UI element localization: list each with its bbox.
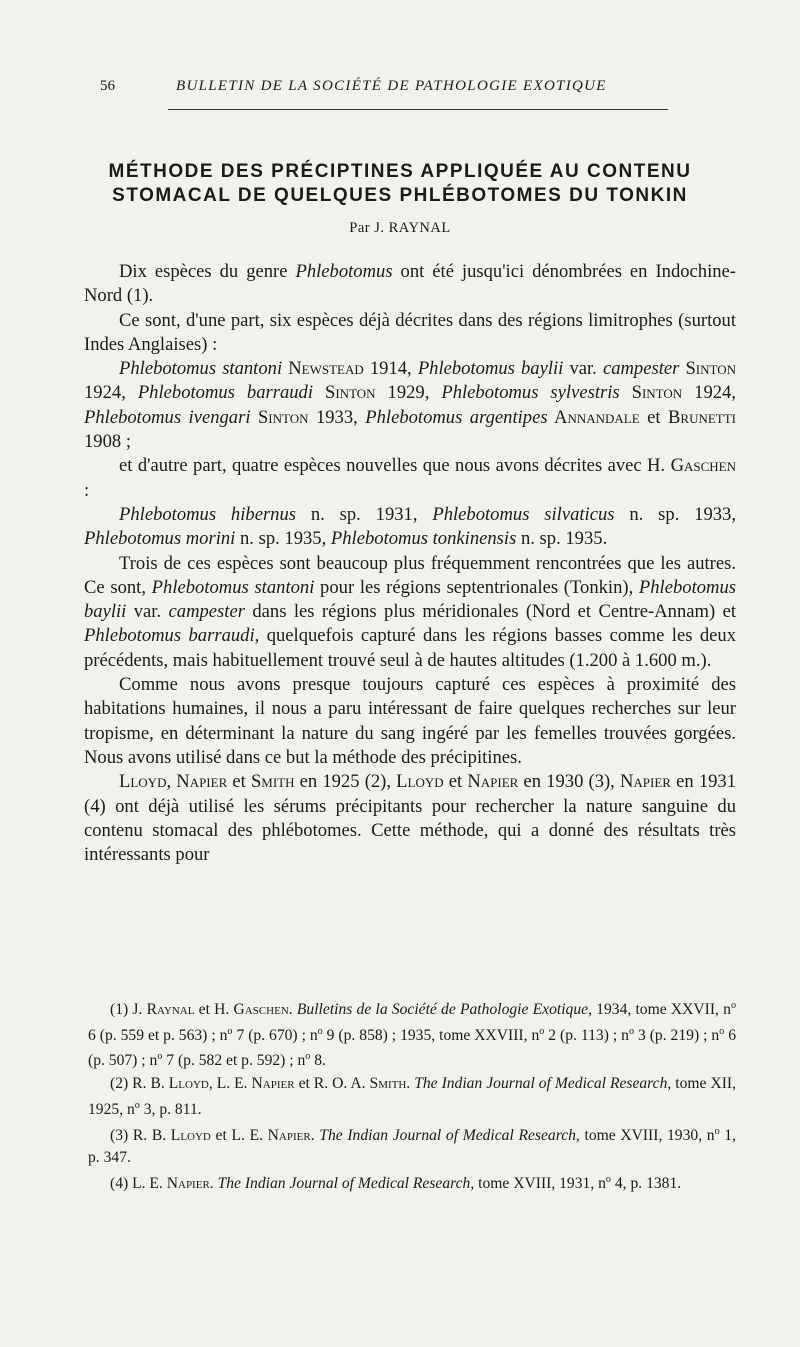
text-run: 9 (p. 858) ; 1935, tome XXVIII, n <box>322 1026 540 1044</box>
paragraph-2: Ce sont, d'une part, six espèces déjà décrites dans des régions limitrophes (surtout Indes Anglaises) : <box>84 309 736 355</box>
text-run: . <box>288 1001 297 1019</box>
author-name: Gaschen <box>670 455 736 477</box>
superscript: o <box>134 1099 140 1111</box>
text-run: 1914, <box>363 358 418 380</box>
text-run: (4) L. E. <box>110 1175 167 1193</box>
superscript: o <box>539 1025 545 1037</box>
author-name: Lloyd <box>119 771 167 793</box>
paragraph-7: Comme nous avons presque toujours capturé ces espèces à proximité des habitations humaines, il nous a paru intéressant de faire quelques recherches sur leur tropisme, en déterminant la nature du sang ingéré par les femelles trouvées gorgées. Nous avons utilisé dans ce but la méthode des précipitines. <box>84 674 736 768</box>
text-run: et R. O. A. <box>294 1075 370 1093</box>
author-name: Gaschen <box>233 1001 289 1019</box>
author-name: Raynal <box>146 1001 195 1019</box>
text-run: , tome XVIII, 1931, n <box>470 1175 606 1193</box>
text-run: , tome XII, 1925, n <box>88 1075 736 1118</box>
text-run: en 1931 (4) ont déjà utilisé les sérums précipitants pour rechercher la nature sanguine du contenu stomacal des phlébotomes. Cette méthode, qui a donné des résultats très intéressants pour <box>84 771 737 866</box>
text-run: n. sp. 1931, <box>296 503 433 525</box>
text-run: ont été jusqu'ici dénombrées en Indochine-Nord (1). <box>84 261 736 307</box>
paragraph-8 <box>84 770 736 867</box>
variety-name: campester <box>602 358 680 380</box>
byline: Par J. RAYNAL <box>349 220 451 236</box>
text-run: var. <box>563 358 603 380</box>
text-run: n. sp. 1933, <box>614 503 736 525</box>
footnote-2 <box>88 1073 736 1120</box>
journal-title: The Indian Journal of Medical Research <box>414 1075 668 1093</box>
text-run: 6 (p. 507) ; n <box>88 1026 736 1070</box>
superscript: o <box>305 1051 311 1063</box>
text-run: 1933, <box>308 406 366 428</box>
text-run: : <box>84 479 90 501</box>
page-header <box>100 78 740 104</box>
paragraph-1 <box>84 260 736 309</box>
author-name: Sinton <box>250 406 309 428</box>
text-run: 8. <box>310 1052 326 1070</box>
text-run: et d'autre part, quatre espèces nouvelles que nous avons décrites avec H. <box>119 455 671 477</box>
author-name: Napier <box>619 771 671 793</box>
author-name: Newstead <box>282 358 364 380</box>
superscript: o <box>317 1025 323 1037</box>
footnote-1 <box>88 995 736 1072</box>
superscript: o <box>730 1000 736 1011</box>
species-name: Phlebotomus sylvestris <box>441 382 620 404</box>
text-run: dans les régions plus méridionales (Nord et Centre-Annam) et <box>244 601 736 623</box>
text-run: en 1930 (3), <box>518 771 620 793</box>
superscript: o <box>714 1126 720 1138</box>
author-name: Lloyd <box>168 1075 209 1093</box>
text-run: , <box>166 771 177 793</box>
text-run: (2) R. B. <box>110 1075 169 1093</box>
author-name: Napier <box>467 771 519 793</box>
author-name: Napier <box>251 1075 295 1093</box>
text-run: , tome XVIII, 1930, n <box>575 1127 715 1145</box>
text-run: , quelquefois capturé dans les régions basses comme les deux précédents, mais habituellement trouvé seul à de hautes altitudes (1.200 à 1.600 m.). <box>84 625 736 671</box>
text-run: 1929, <box>375 382 442 404</box>
text-run: . <box>406 1075 415 1093</box>
text-run: , L. E. <box>208 1075 252 1093</box>
species-name: Phlebotomus ivengari <box>84 406 251 428</box>
author-name: Brunetti <box>668 406 737 428</box>
text-run: var. <box>126 601 169 623</box>
superscript: o <box>157 1051 163 1063</box>
header-rule <box>168 109 668 110</box>
author-name: Smith <box>250 771 295 793</box>
text-run: n. sp. 1935. <box>516 528 608 550</box>
text-run: en 1925 (2), <box>294 771 397 793</box>
author-name: Smith <box>369 1075 407 1093</box>
author-name: Annandale <box>547 406 640 428</box>
journal-title: The Indian Journal of Medical Research <box>319 1127 576 1145</box>
paragraph-4 <box>84 454 736 503</box>
text-run: et <box>639 406 668 428</box>
species-name: Phlebotomus morini <box>84 528 236 550</box>
text-run: et H. <box>194 1001 234 1019</box>
species-name: Phlebotomus stantoni <box>151 576 315 598</box>
text-run: 1924, <box>682 382 736 404</box>
paragraph-6 <box>84 552 736 673</box>
text-run: 1908 ; <box>84 431 132 453</box>
footnote-3 <box>88 1121 736 1168</box>
text-run: (3) R. B. <box>110 1127 171 1145</box>
text-run: Trois de ces espèces sont beaucoup plus fréquemment rencontrées que les autres. Ce sont, <box>84 552 736 598</box>
author-name: Lloyd <box>170 1127 211 1145</box>
text-run: , 1934, tome XXVII, n <box>588 1001 731 1019</box>
article-body <box>84 260 736 867</box>
text-run: et <box>227 771 251 793</box>
species-name: Phlebotomus stantoni <box>119 358 283 380</box>
text-run: n. sp. 1935, <box>235 528 331 550</box>
text-run: et L. E. <box>210 1127 268 1145</box>
text-run: 3, p. 811. <box>139 1100 202 1118</box>
species-name: Phlebotomus baylii <box>417 358 564 380</box>
species-name: Phlebotomus argentipes <box>365 406 548 428</box>
text-run: 1, p. 347. <box>88 1127 737 1166</box>
author-name: Napier <box>176 771 228 793</box>
text-run: 1924, <box>84 382 138 404</box>
superscript: o <box>227 1025 233 1037</box>
text-run: 3 (p. 219) ; n <box>634 1026 720 1044</box>
journal-title: The Indian Journal of Medical Research <box>217 1175 471 1193</box>
author-name: Sinton <box>313 382 376 404</box>
species-name: Phlebotomus barraudi <box>84 625 255 647</box>
author-name: Lloyd <box>396 771 444 793</box>
footnotes <box>88 995 736 1196</box>
paragraph-5 <box>84 503 736 552</box>
journal-title: Bulletins de la Société de Pathologie Exotique <box>296 1001 589 1019</box>
text-run: pour les régions septentrionales (Tonkin), <box>314 576 639 598</box>
article-title <box>60 160 740 208</box>
text-run: 6 (p. 559 et p. 563) ; n <box>88 1026 228 1044</box>
species-name: Phlebotomus tonkinensis <box>330 528 517 550</box>
text-run: 7 (p. 670) ; n <box>232 1026 318 1044</box>
text-run: . <box>209 1175 218 1193</box>
text-run: 4, p. 1381. <box>610 1175 682 1193</box>
species-name: Phlebotomus baylii <box>84 576 736 623</box>
author-name: Napier <box>267 1127 311 1145</box>
variety-name: campester <box>168 601 245 623</box>
superscript: o <box>628 1025 634 1037</box>
title-line-1: MÉTHODE DES PRÉCIPTINES APPLIQUÉE AU CONTENU <box>108 161 692 182</box>
running-title: BULLETIN DE LA SOCIÉTÉ DE PATHOLOGIE EXOTIQUE <box>176 78 607 94</box>
author-name: Sinton <box>679 358 736 380</box>
superscript: o <box>605 1174 611 1186</box>
title-line-2: STOMACAL DE QUELQUES PHLÉBOTOMES DU TONKIN <box>112 185 688 206</box>
paragraph-3 <box>84 357 736 454</box>
text-run: Dix espèces du genre <box>119 261 296 282</box>
species-name: Phlebotomus silvaticus <box>432 503 615 525</box>
text-run: 2 (p. 113) ; n <box>544 1026 629 1044</box>
text-run: et <box>443 771 468 793</box>
text-run: 7 (p. 582 et p. 592) ; n <box>162 1052 306 1070</box>
superscript: o <box>719 1025 725 1037</box>
text-run: (1) J. <box>110 1001 147 1019</box>
footnote-4 <box>88 1169 736 1195</box>
page-number: 56 <box>100 78 115 94</box>
species-name: Phlebotomus barraudi <box>137 382 314 404</box>
species-name: Phlebotomus <box>295 261 393 282</box>
species-name: Phlebotomus hibernus <box>119 503 297 525</box>
text-run: . <box>310 1127 320 1145</box>
author-name: Sinton <box>619 382 683 404</box>
author-name: Napier <box>166 1175 210 1193</box>
